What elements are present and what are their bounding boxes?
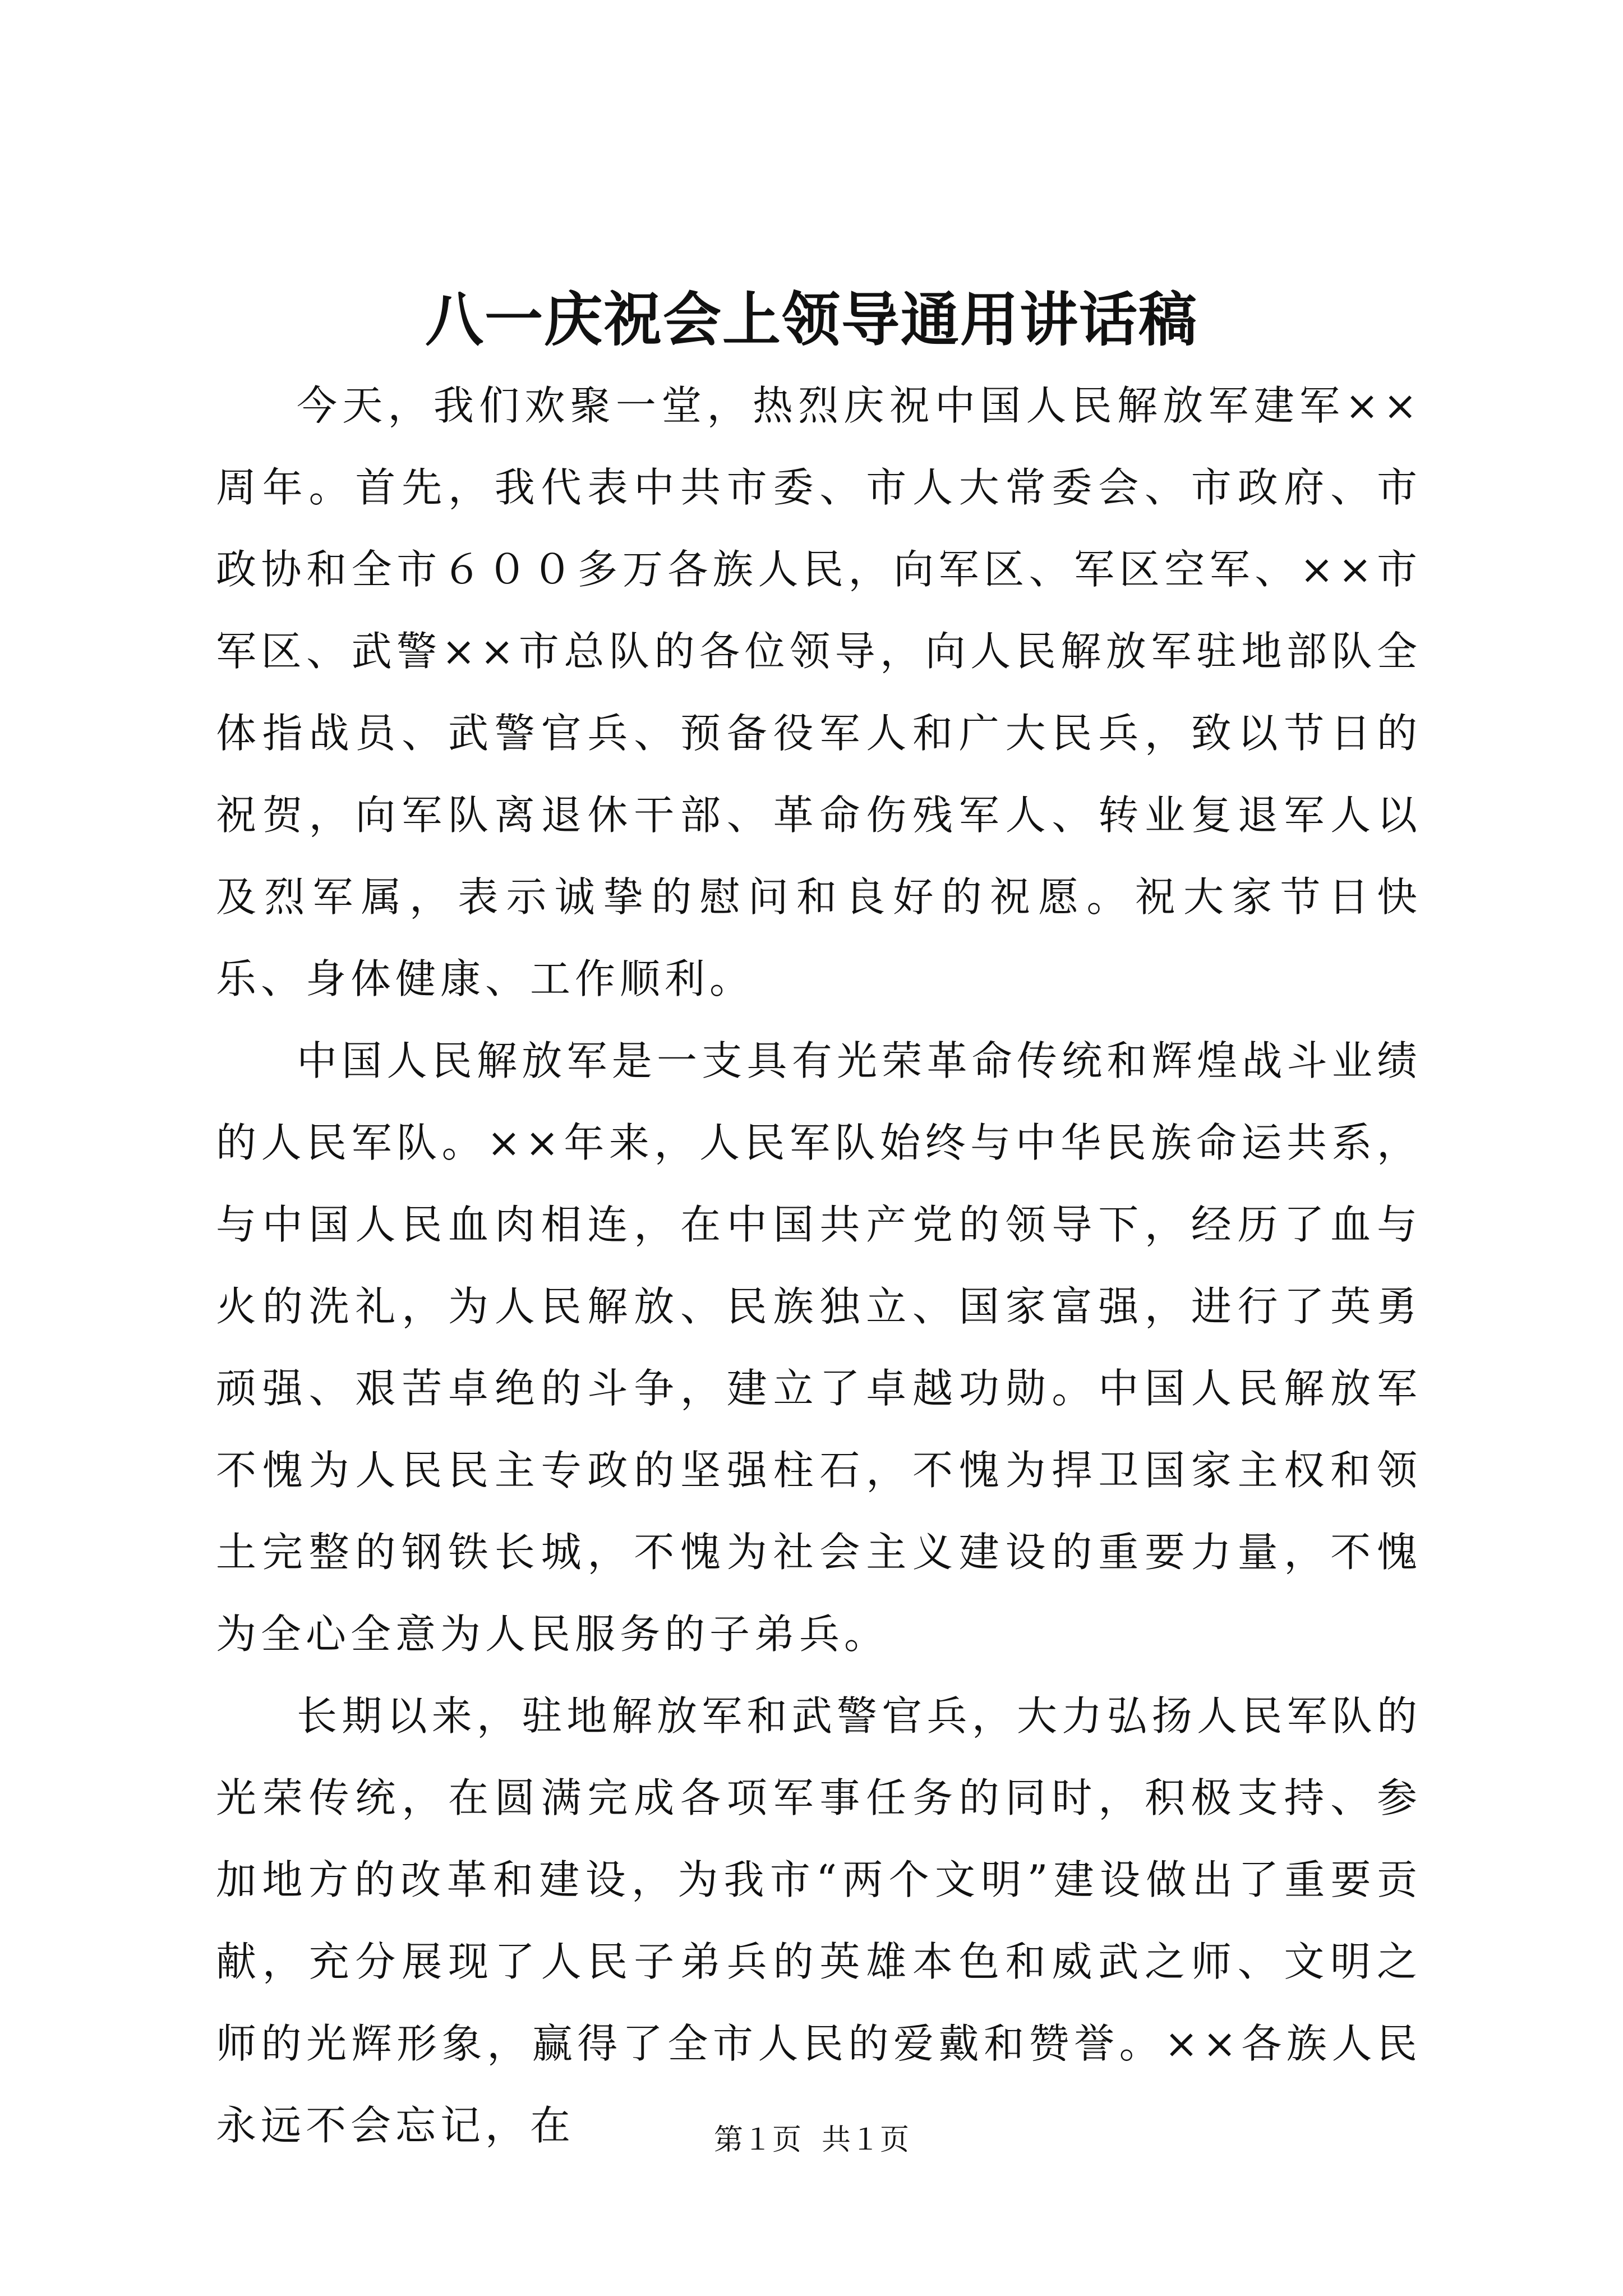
document-body — [216, 365, 1422, 2166]
page-number: 第１页 — [713, 2123, 801, 2157]
paragraph-1: 今天，我们欢聚一堂，热烈庆祝中国人民解放军建军××周年。首先，我代表中共市委、市人大常委会、市政府、市政协和全市６００多万各族人民，向军区、军区空军、××市军区、武警××市总队的各位领导，向人民解放军驻地部队全体指战员、武警官兵、预备役军人和广大民兵，致以节日的祝贺，向军队离退休干部、革命伤残军人、转业复退军人以及烈军属，表示诚挚的慰问和良好的祝愿。祝大家节日快乐、身体健康、工作顺利。 — [216, 382, 1422, 1002]
paragraph-3: 长期以来，驻地解放军和武警官兵，大力弘扬人民军队的光荣传统，在圆满完成各项军事任务的同时，积极支持、参加地方的改革和建设，为我市“两个文明”建设做出了重要贡献，充分展现了人民子弟兵的英雄本色和威武之师、文明之师的光辉形象，赢得了全市人民的爱戴和赞誉。××各族人民永远不会忘记，在 — [216, 1692, 1422, 2149]
page-total: 共１页 — [822, 2123, 910, 2157]
page-footer — [0, 2120, 1623, 2160]
document-title: 八一庆祝会上领导通用讲话稿 — [425, 285, 1198, 354]
paragraph-2: 中国人民解放军是一支具有光荣革命传统和辉煌战斗业绩的人民军队。××年来，人民军队始终与中华民族命运共系，与中国人民血肉相连，在中国共产党的领导下，经历了血与火的洗礼，为人民解放、民族独立、国家富强，进行了英勇顽强、艰苦卓绝的斗争，建立了卓越功勋。中国人民解放军不愧为人民民主专政的坚强柱石，不愧为捍卫国家主权和领土完整的钢铁长城，不愧为社会主义建设的重要力量，不愧为全心全意为人民服务的子弟兵。 — [216, 1037, 1422, 1658]
